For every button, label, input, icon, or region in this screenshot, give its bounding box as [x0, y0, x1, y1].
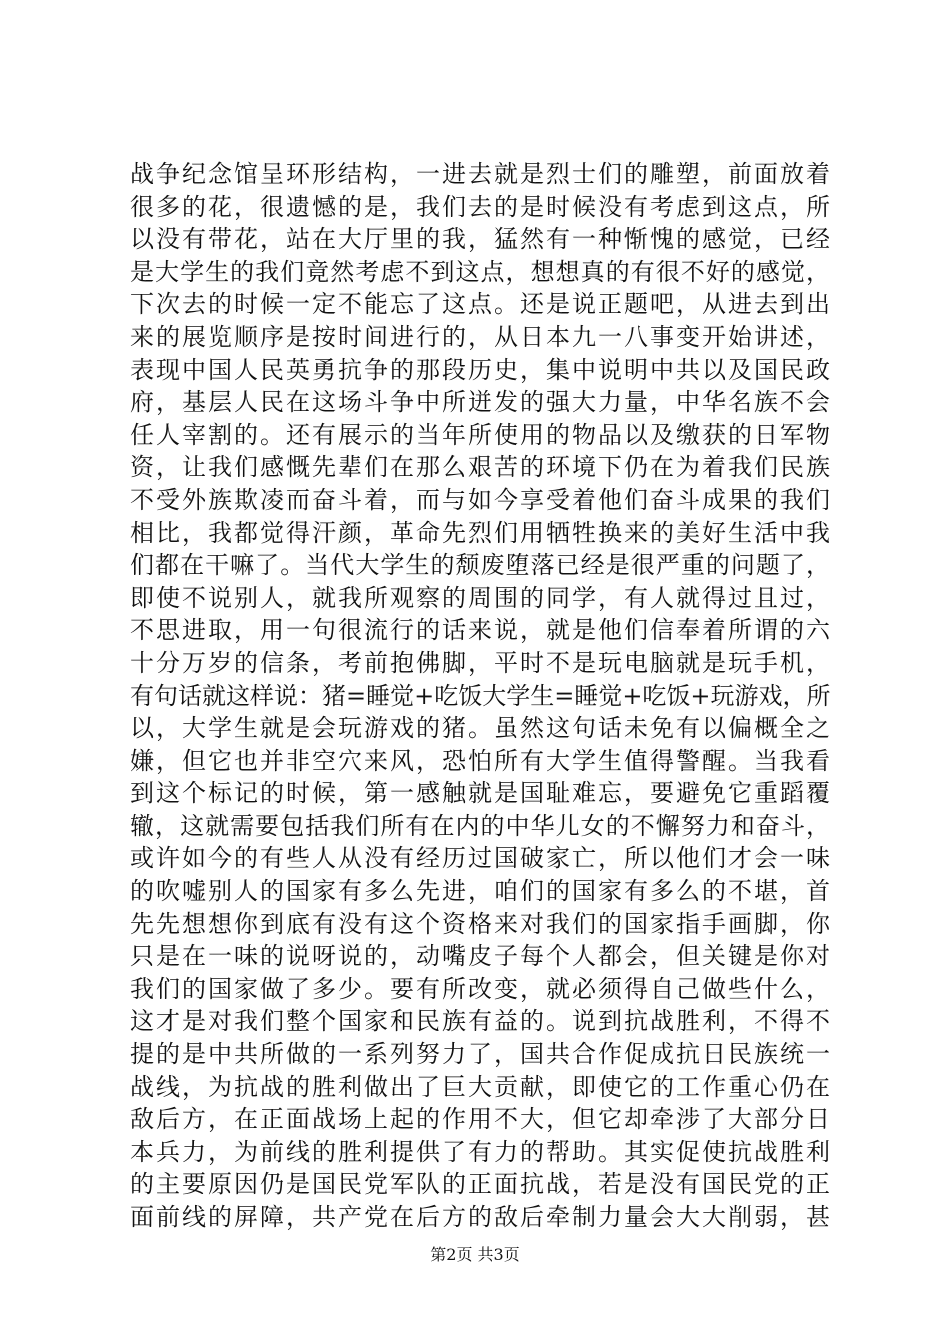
text-line: 或许如今的有些人从没有经历过国破家亡，所以他们才会一味 [130, 844, 830, 873]
text-line: 嫌，但它也并非空穴来风，恐怕所有大学生值得警醒。当我看 [130, 746, 830, 775]
text-line: 战线，为抗战的胜利做出了巨大贡献，即使它的工作重心仍在 [130, 1072, 830, 1101]
text-line: 我们的国家做了多少。要有所改变，就必须得自己做些什么， [130, 974, 830, 1003]
text-line: 任人宰割的。还有展示的当年所使用的物品以及缴获的日军物 [130, 420, 830, 449]
text-line: 这才是对我们整个国家和民族有益的。说到抗战胜利，不得不 [130, 1007, 830, 1036]
text-line: 只是在一味的说呀说的，动嘴皮子每个人都会，但关键是你对 [130, 942, 830, 971]
text-line: 下次去的时候一定不能忘了这点。还是说正题吧，从进去到出 [130, 290, 830, 319]
text-line: 即使不说别人，就我所观察的周围的同学，有人就得过且过， [130, 583, 830, 612]
text-line: 提的是中共所做的一系列努力了，国共合作促成抗日民族统一 [130, 1040, 830, 1069]
text-line: 的主要原因仍是国民党军队的正面抗战，若是没有国民党的正 [130, 1170, 830, 1199]
text-line: 不思进取，用一句很流行的话来说，就是他们信奉着所谓的六 [130, 616, 830, 645]
text-line: 资，让我们感慨先辈们在那么艰苦的环境下仍在为着我们民族 [130, 453, 830, 482]
text-line: 表现中国人民英勇抗争的那段历史，集中说明中共以及国民政 [130, 355, 830, 384]
text-line: 敌后方，在正面战场上起的作用不大，但它却牵涉了大部分日 [130, 1105, 830, 1134]
text-line: 相比，我都觉得汗颜，革命先烈们用牺牲换来的美好生活中我 [130, 518, 830, 547]
text-line: 很多的花，很遗憾的是，我们去的是时候没有考虑到这点，所 [130, 192, 830, 221]
text-line: 本兵力，为前线的胜利提供了有力的帮助。其实促使抗战胜利 [130, 1137, 830, 1166]
text-line: 面前线的屏障，共产党在后方的敌后牵制力量会大大削弱，甚 [130, 1203, 830, 1231]
text-line: 来的展览顺序是按时间进行的，从日本九一八事变开始讲述， [130, 322, 830, 351]
text-line: 辙，这就需要包括我们所有在内的中华儿女的不懈努力和奋斗， [130, 811, 830, 840]
text-line: 不受外族欺凌而奋斗着，而与如今享受着他们奋斗成果的我们 [130, 485, 830, 514]
page-footer: 第2页 共3页 [430, 1245, 520, 1264]
text-line: 战争纪念馆呈环形结构，一进去就是烈士们的雕塑，前面放着 [130, 160, 830, 188]
text-line: 府，基层人民在这场斗争中所迸发的强大力量，中华名族不会 [130, 388, 830, 417]
text-line: 到这个标记的时候，第一感触就是国耻难忘，要避免它重蹈覆 [130, 779, 830, 808]
text-line: 十分万岁的信条，考前抱佛脚，平时不是玩电脑就是玩手机， [130, 648, 830, 677]
text-line: 们都在干嘛了。当代大学生的颓废堕落已经是很严重的问题了， [130, 551, 830, 580]
text-line: 先先想想你到底有没有这个资格来对我们的国家指手画脚，你 [130, 909, 830, 938]
text-line: 的吹嘘别人的国家有多么先进，咱们的国家有多么的不堪，首 [130, 877, 830, 906]
body-text [130, 158, 830, 1234]
text-line: 以，大学生就是会玩游戏的猪。虽然这句话未免有以偏概全之 [130, 714, 830, 743]
text-line: 以没有带花，站在大厅里的我，猛然有一种惭愧的感觉，已经 [130, 225, 830, 254]
text-line: 有句话就这样说：猪=睡觉+吃饭大学生=睡觉+吃饭+玩游戏，所 [130, 681, 831, 710]
text-line: 是大学生的我们竟然考虑不到这点，想想真的有很不好的感觉， [130, 257, 830, 286]
